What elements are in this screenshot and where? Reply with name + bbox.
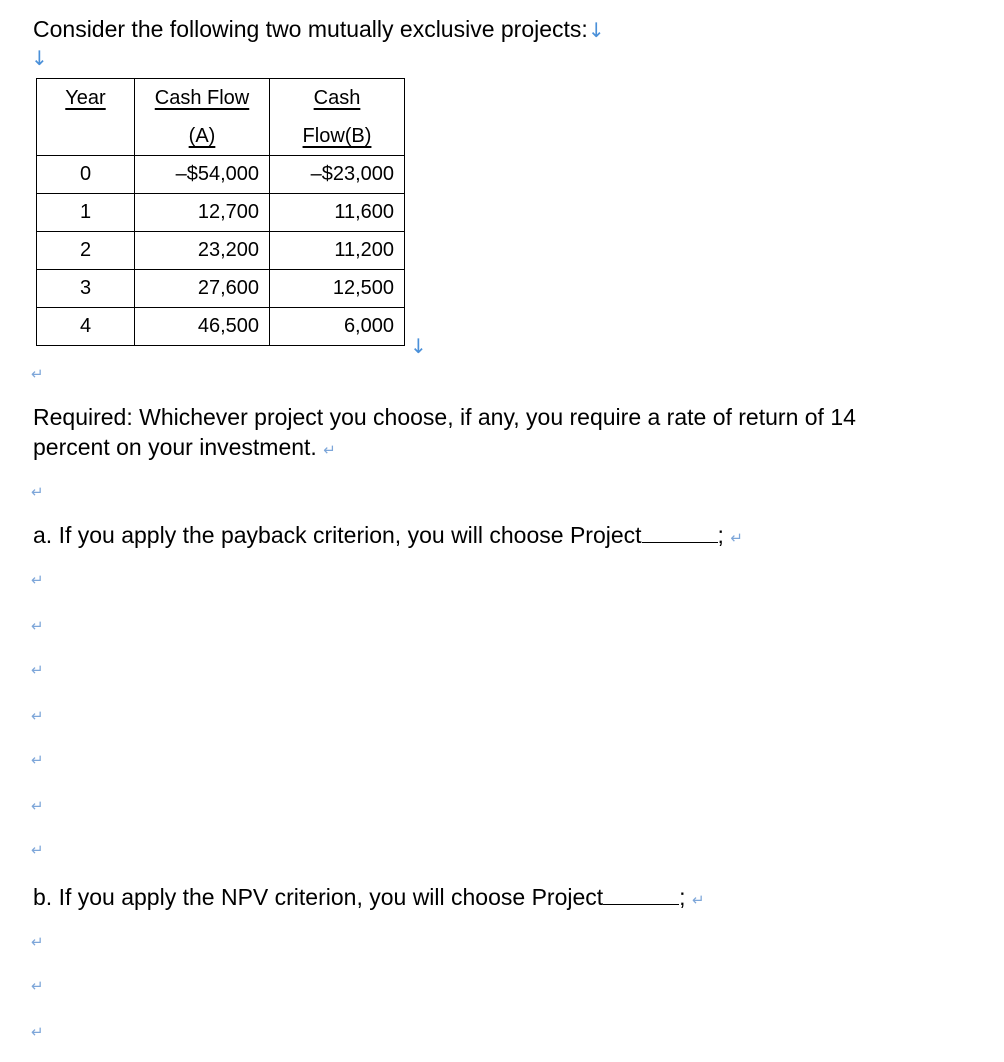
down-arrow-mark-icon: ↓	[587, 18, 605, 42]
header-a-line2: (A)	[188, 125, 216, 147]
answer-a-blank[interactable]	[642, 522, 718, 543]
question-b-text: b. If you apply the NPV criterion, you will choose Project	[33, 884, 604, 910]
paragraph-mark-icon: ↵	[31, 751, 44, 769]
paragraph-mark-icon: ↵	[31, 483, 44, 501]
cell-cash-flow-b: 6,000	[270, 308, 405, 346]
cell-year: 0	[37, 156, 135, 194]
paragraph-mark-icon: ↵	[31, 707, 44, 725]
down-arrow-mark-icon: ↓	[31, 46, 48, 70]
header-b-line1: Cash	[313, 87, 361, 109]
cell-cash-flow-b: 11,200	[270, 232, 405, 270]
down-arrow-mark-icon: ↓	[410, 334, 427, 358]
question-b	[33, 882, 705, 915]
cell-cash-flow-a: 23,200	[135, 232, 270, 270]
cell-year: 3	[37, 270, 135, 308]
paragraph-mark-icon: ↵	[31, 661, 44, 679]
intro-text-line	[33, 14, 605, 45]
cell-cash-flow-b: 11,600	[270, 194, 405, 232]
paragraph-mark-icon: ↵	[31, 1023, 44, 1041]
cell-cash-flow-b: 12,500	[270, 270, 405, 308]
header-cash-flow-b	[270, 79, 405, 156]
required-line-2	[33, 432, 336, 465]
header-a-line1: Cash Flow	[154, 87, 250, 109]
answer-b-blank[interactable]	[603, 884, 679, 905]
header-year: Year	[37, 79, 135, 156]
table-row	[37, 194, 405, 232]
question-a	[33, 520, 743, 553]
table-header-row	[37, 79, 405, 156]
paragraph-mark-icon: ↵	[323, 441, 336, 459]
question-a-suffix: ;	[717, 522, 724, 548]
required-line-1: Required: Whichever project you choose, if any, you require a rate of return of 14	[33, 404, 856, 430]
cell-year: 1	[37, 194, 135, 232]
question-b-suffix: ;	[679, 884, 686, 910]
cell-cash-flow-a: –$54,000	[135, 156, 270, 194]
table-row	[37, 156, 405, 194]
paragraph-mark-icon: ↵	[31, 933, 44, 951]
table-row	[37, 232, 405, 270]
cash-flow-table	[36, 78, 405, 346]
cell-year: 4	[37, 308, 135, 346]
question-a-text: a. If you apply the payback criterion, you will choose Project	[33, 522, 642, 548]
paragraph-mark-icon: ↵	[691, 891, 705, 909]
intro-text: Consider the following two mutually exclusive projects:	[33, 16, 588, 42]
header-b-line2: Flow(B)	[302, 125, 372, 147]
cell-cash-flow-b: –$23,000	[270, 156, 405, 194]
required-text: percent on your investment.	[33, 434, 317, 460]
paragraph-mark-icon: ↵	[31, 571, 44, 589]
paragraph-mark-icon: ↵	[31, 797, 44, 815]
table-row	[37, 308, 405, 346]
cell-year: 2	[37, 232, 135, 270]
cell-cash-flow-a: 27,600	[135, 270, 270, 308]
cell-cash-flow-a: 46,500	[135, 308, 270, 346]
cell-cash-flow-a: 12,700	[135, 194, 270, 232]
paragraph-mark-icon: ↵	[31, 365, 44, 383]
paragraph-mark-icon: ↵	[730, 529, 743, 547]
header-cash-flow-a	[135, 79, 270, 156]
table-row	[37, 270, 405, 308]
paragraph-mark-icon: ↵	[31, 617, 44, 635]
paragraph-mark-icon: ↵	[31, 841, 44, 859]
paragraph-mark-icon: ↵	[31, 977, 44, 995]
